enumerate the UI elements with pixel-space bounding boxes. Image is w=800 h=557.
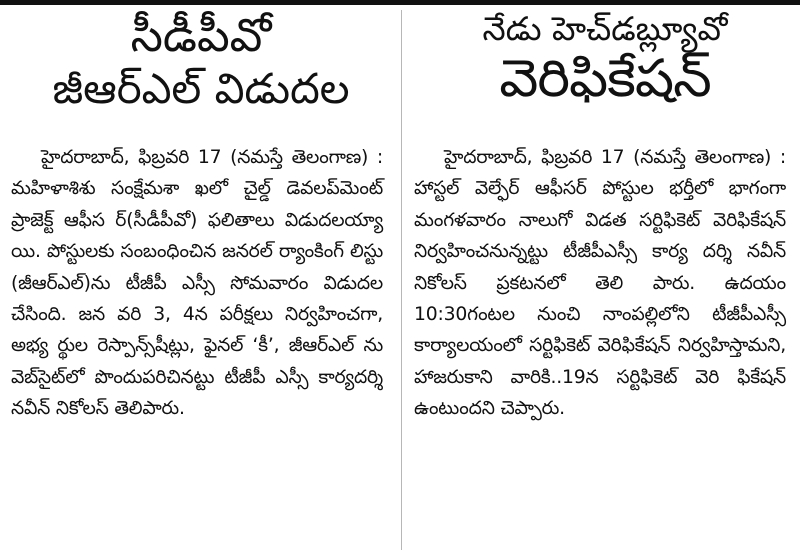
- left-article-head: [6, 8, 396, 130]
- left-headline-line-2: జీఆర్ఎల్ విడుదల: [52, 64, 350, 113]
- right-article-paragraph: హైదరాబాద్, ఫిబ్రవరి 17 (నమస్తే తెలంగాణ) : హాస్టల్ వెల్ఫేర్ ఆఫీసర్ పోస్టుల భర్తీలో భాగంగా మంగళవారం నాలుగో విడత సర్టిఫికెట్ వెరిఫికేషన్ నిర్వహించనున్నట్టు టీజీపీఎస్సీ కార్య దర్శి నవీన్ నికోలస్ ప్రకటనలో తెలి పారు. ఉదయం 10:30గంటల నుంచి నాంపల్లిలోని టీజీపీఎస్సీ కార్యాలయంలో సర్టిఫికెట్ వెరిఫికేషన్ నిర్వహిస్తామని, హాజరుకాని వారికి..19న సర్టిఫికెట్ వెరి ఫికేషన్ ఉంటుందని చెప్పారు.: [414, 147, 786, 420]
- left-article-paragraph: హైదరాబాద్, ఫిబ్రవరి 17 (నమస్తే తెలంగాణ) : మహిళాశిశు సంక్షేమశా ఖలో చైల్డ్ డెవలప్‌మెంట్ ప్రాజెక్ట్ ఆఫీస ర్(సీడీపీవో) ఫలితాలు విడుదలయ్యా యి. పోస్టులకు సంబంధించిన జనరల్ ర్యాంకింగ్ లిస్టు (జీఆర్ఎల్)ను టీజీపీ ఎస్సీ సోమవారం విడుదల చేసింది. జన వరి 3, 4న పరీక్షలు నిర్వహించగా, అభ్య ర్థుల రెస్పాన్స్‌షీట్లు, ఫైనల్ ‘కీ’, జీఆర్ఎల్ ను వెబ్‌సైట్‌లో పొందుపరిచినట్టు టీజీపీ ఎస్సీ కార్యదర్శి నవీన్ నికోలస్ తెలిపారు.: [11, 147, 383, 420]
- right-kicker: నేడు హెచ్‌డబ్ల్యూవో: [482, 9, 728, 48]
- right-article-head: [410, 9, 800, 130]
- left-article-body: [11, 142, 383, 425]
- left-headline-line-1: సీడీపీవో: [130, 8, 272, 62]
- right-headline: వెరిఫికేషన్: [499, 49, 711, 109]
- right-article-body: [414, 142, 786, 425]
- right-article: [410, 10, 800, 550]
- left-article: [6, 10, 396, 550]
- top-rule: [0, 0, 800, 5]
